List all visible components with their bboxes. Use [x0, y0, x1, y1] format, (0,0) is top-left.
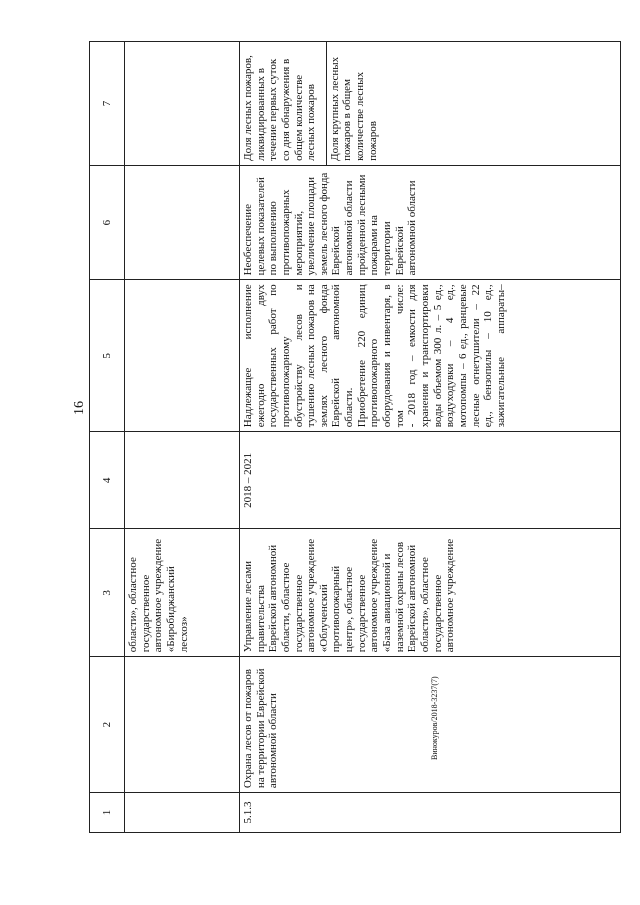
result-paragraph-2: Приобретение 220 единиц противопожарного оборудования и инвентаря, в том числе:	[355, 284, 406, 428]
header-col-4: 4	[90, 432, 125, 529]
continued-cell-4	[125, 432, 240, 529]
indicator-2: Доля крупных лесных пожаров в общем количестве лесных пожаров	[326, 42, 382, 165]
page-number: 16	[72, 401, 87, 415]
header-col-2: 2	[90, 657, 125, 793]
continued-row	[125, 42, 240, 833]
header-col-7: 7	[90, 42, 125, 166]
header-col-1: 1	[90, 793, 125, 833]
measure-name-cell: Охрана лесов от пожаров на территории Еврейской автономной области	[240, 657, 621, 793]
continued-cell-7	[125, 42, 240, 166]
executor-cell: Управление лесами правительства Еврейской автономной области, областное государственное автономное учреждение «Облученский противопожарный центр», областное государственное автономное учреждение «База авиационной и наземной охраны лесов Еврейской автономной области», областное государственное автономное учреждение	[240, 529, 621, 657]
indicator-cell	[240, 42, 621, 166]
result-paragraph-1: Надлежащее исполнение ежегодно двух государственных работ по противопожарному обустройству лесов и тушению лесных пожаров на землях лесного фонда Еврейской автономной области.	[242, 284, 356, 428]
header-col-5: 5	[90, 280, 125, 432]
table-container	[89, 41, 621, 833]
program-table	[89, 41, 621, 833]
indicator-1: Доля лесных пожаров, ликвидированных в течение первых суток со дня обнаружения в общем количестве лесных пожаров	[242, 55, 318, 161]
continued-executor-cell: области», областное государственное автономное учреждение «Биробиджанский лесхоз»	[125, 529, 240, 657]
row-number-cell: 5.1.3	[240, 793, 621, 833]
continued-cell-6	[125, 165, 240, 280]
header-col-3: 3	[90, 529, 125, 657]
continued-cell-2	[125, 657, 240, 793]
document-code: Винокуров/2018-3237(7)	[430, 676, 439, 760]
header-row	[90, 42, 125, 833]
table-row	[240, 42, 621, 833]
result-paragraph-3: - 2018 год – емкости для хранения и транспортировки воды объемом 300 л. – 5 ед., воздуходувки – 4 ед., мотопомпы – 6 ед., ранцевые лесные огнетушители – 22 ед., бензопилы – 10 ед., зажигательные аппараты–	[406, 284, 507, 428]
continued-cell-1	[125, 793, 240, 833]
period-cell: 2018 – 2021	[240, 432, 621, 529]
expected-result-cell	[240, 280, 621, 432]
consequence-cell: Необеспечение целевых показателей по выполнению противопожарных мероприятий, увеличение площади земель лесного фонда Еврейской автономной области пройденной лесными пожарами на территории Еврейской автономной области	[240, 165, 621, 280]
continued-cell-5	[125, 280, 240, 432]
header-col-6: 6	[90, 165, 125, 280]
